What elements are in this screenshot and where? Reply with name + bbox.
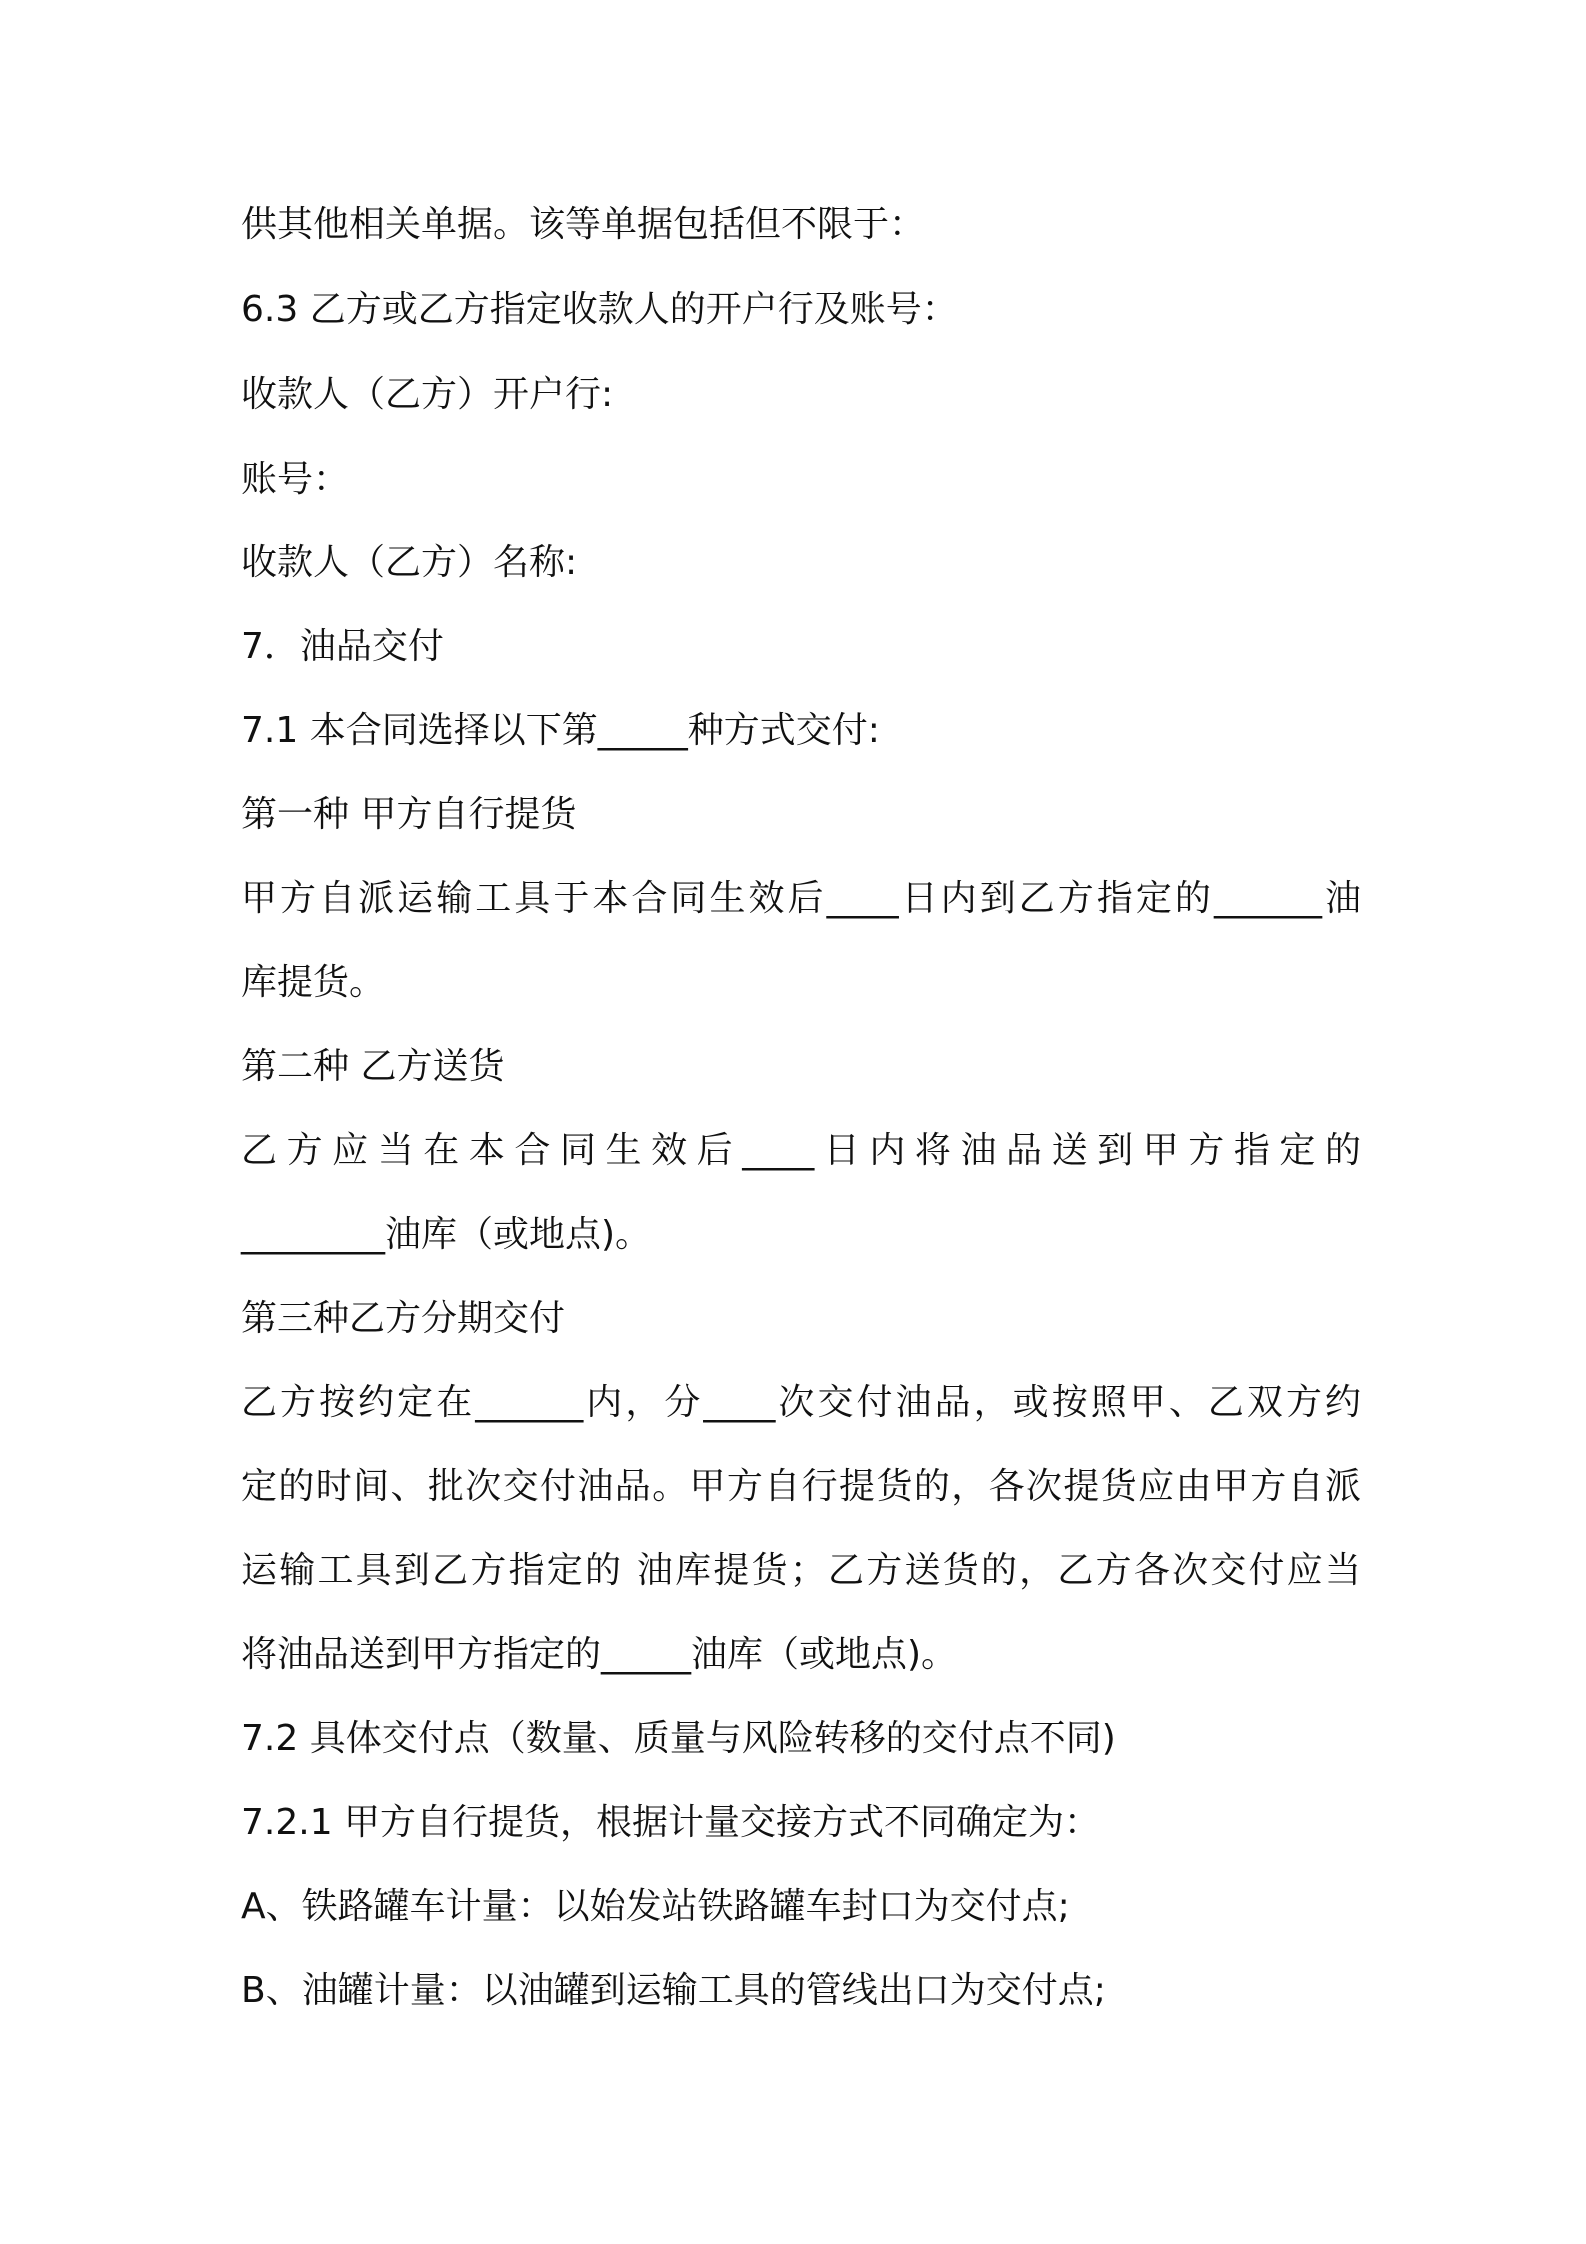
section-heading-6-3: 6.3 乙方或乙方指定收款人的开户行及账号： xyxy=(241,289,958,330)
text-line: ________油库（或地点)。 xyxy=(241,1214,652,1255)
section-heading-7-2: 7.2 具体交付点（数量、质量与风险转移的交付点不同) xyxy=(241,1718,1116,1759)
list-item-b: B、油罐计量：以油罐到运输工具的管线出口为交付点; xyxy=(241,1970,1106,2011)
option-heading-3: 第三种乙方分期交付 xyxy=(241,1298,566,1339)
text-line: 库提货。 xyxy=(241,962,386,1003)
text-line: 运输工具到乙方指定的 油库提货；乙方送货的，乙方各次交付应当 xyxy=(241,1550,1361,1591)
text-line: 供其他相关单据。该等单据包括但不限于： xyxy=(241,204,926,245)
text-line: 账号： xyxy=(241,459,350,500)
option-heading-2: 第二种 乙方送货 xyxy=(241,1046,505,1087)
section-heading-7-1: 7.1 本合同选择以下第_____种方式交付: xyxy=(241,710,880,751)
text-line: 乙方按约定在______内，分____次交付油品，或按照甲、乙双方约 xyxy=(241,1382,1361,1423)
list-item-a: A、铁路罐车计量：以始发站铁路罐车封口为交付点; xyxy=(241,1886,1070,1927)
text-line: 收款人（乙方）开户行: xyxy=(241,374,614,415)
text-line: 收款人（乙方）名称: xyxy=(241,542,578,583)
text-line: 将油品送到甲方指定的_____油库（或地点)。 xyxy=(241,1634,958,1675)
section-heading-7-2-1: 7.2.1 甲方自行提货，根据计量交接方式不同确定为： xyxy=(241,1802,1101,1843)
option-heading-1: 第一种 甲方自行提货 xyxy=(241,794,577,835)
text-line: 甲方自派运输工具于本合同生效后____日内到乙方指定的______油 xyxy=(241,878,1361,919)
section-heading-7: 7．油品交付 xyxy=(241,626,444,667)
text-line: 乙方应当在本合同生效后____日内将油品送到甲方指定的 xyxy=(241,1130,1361,1171)
text-line: 定的时间、批次交付油品。甲方自行提货的，各次提货应由甲方自派 xyxy=(241,1466,1361,1507)
